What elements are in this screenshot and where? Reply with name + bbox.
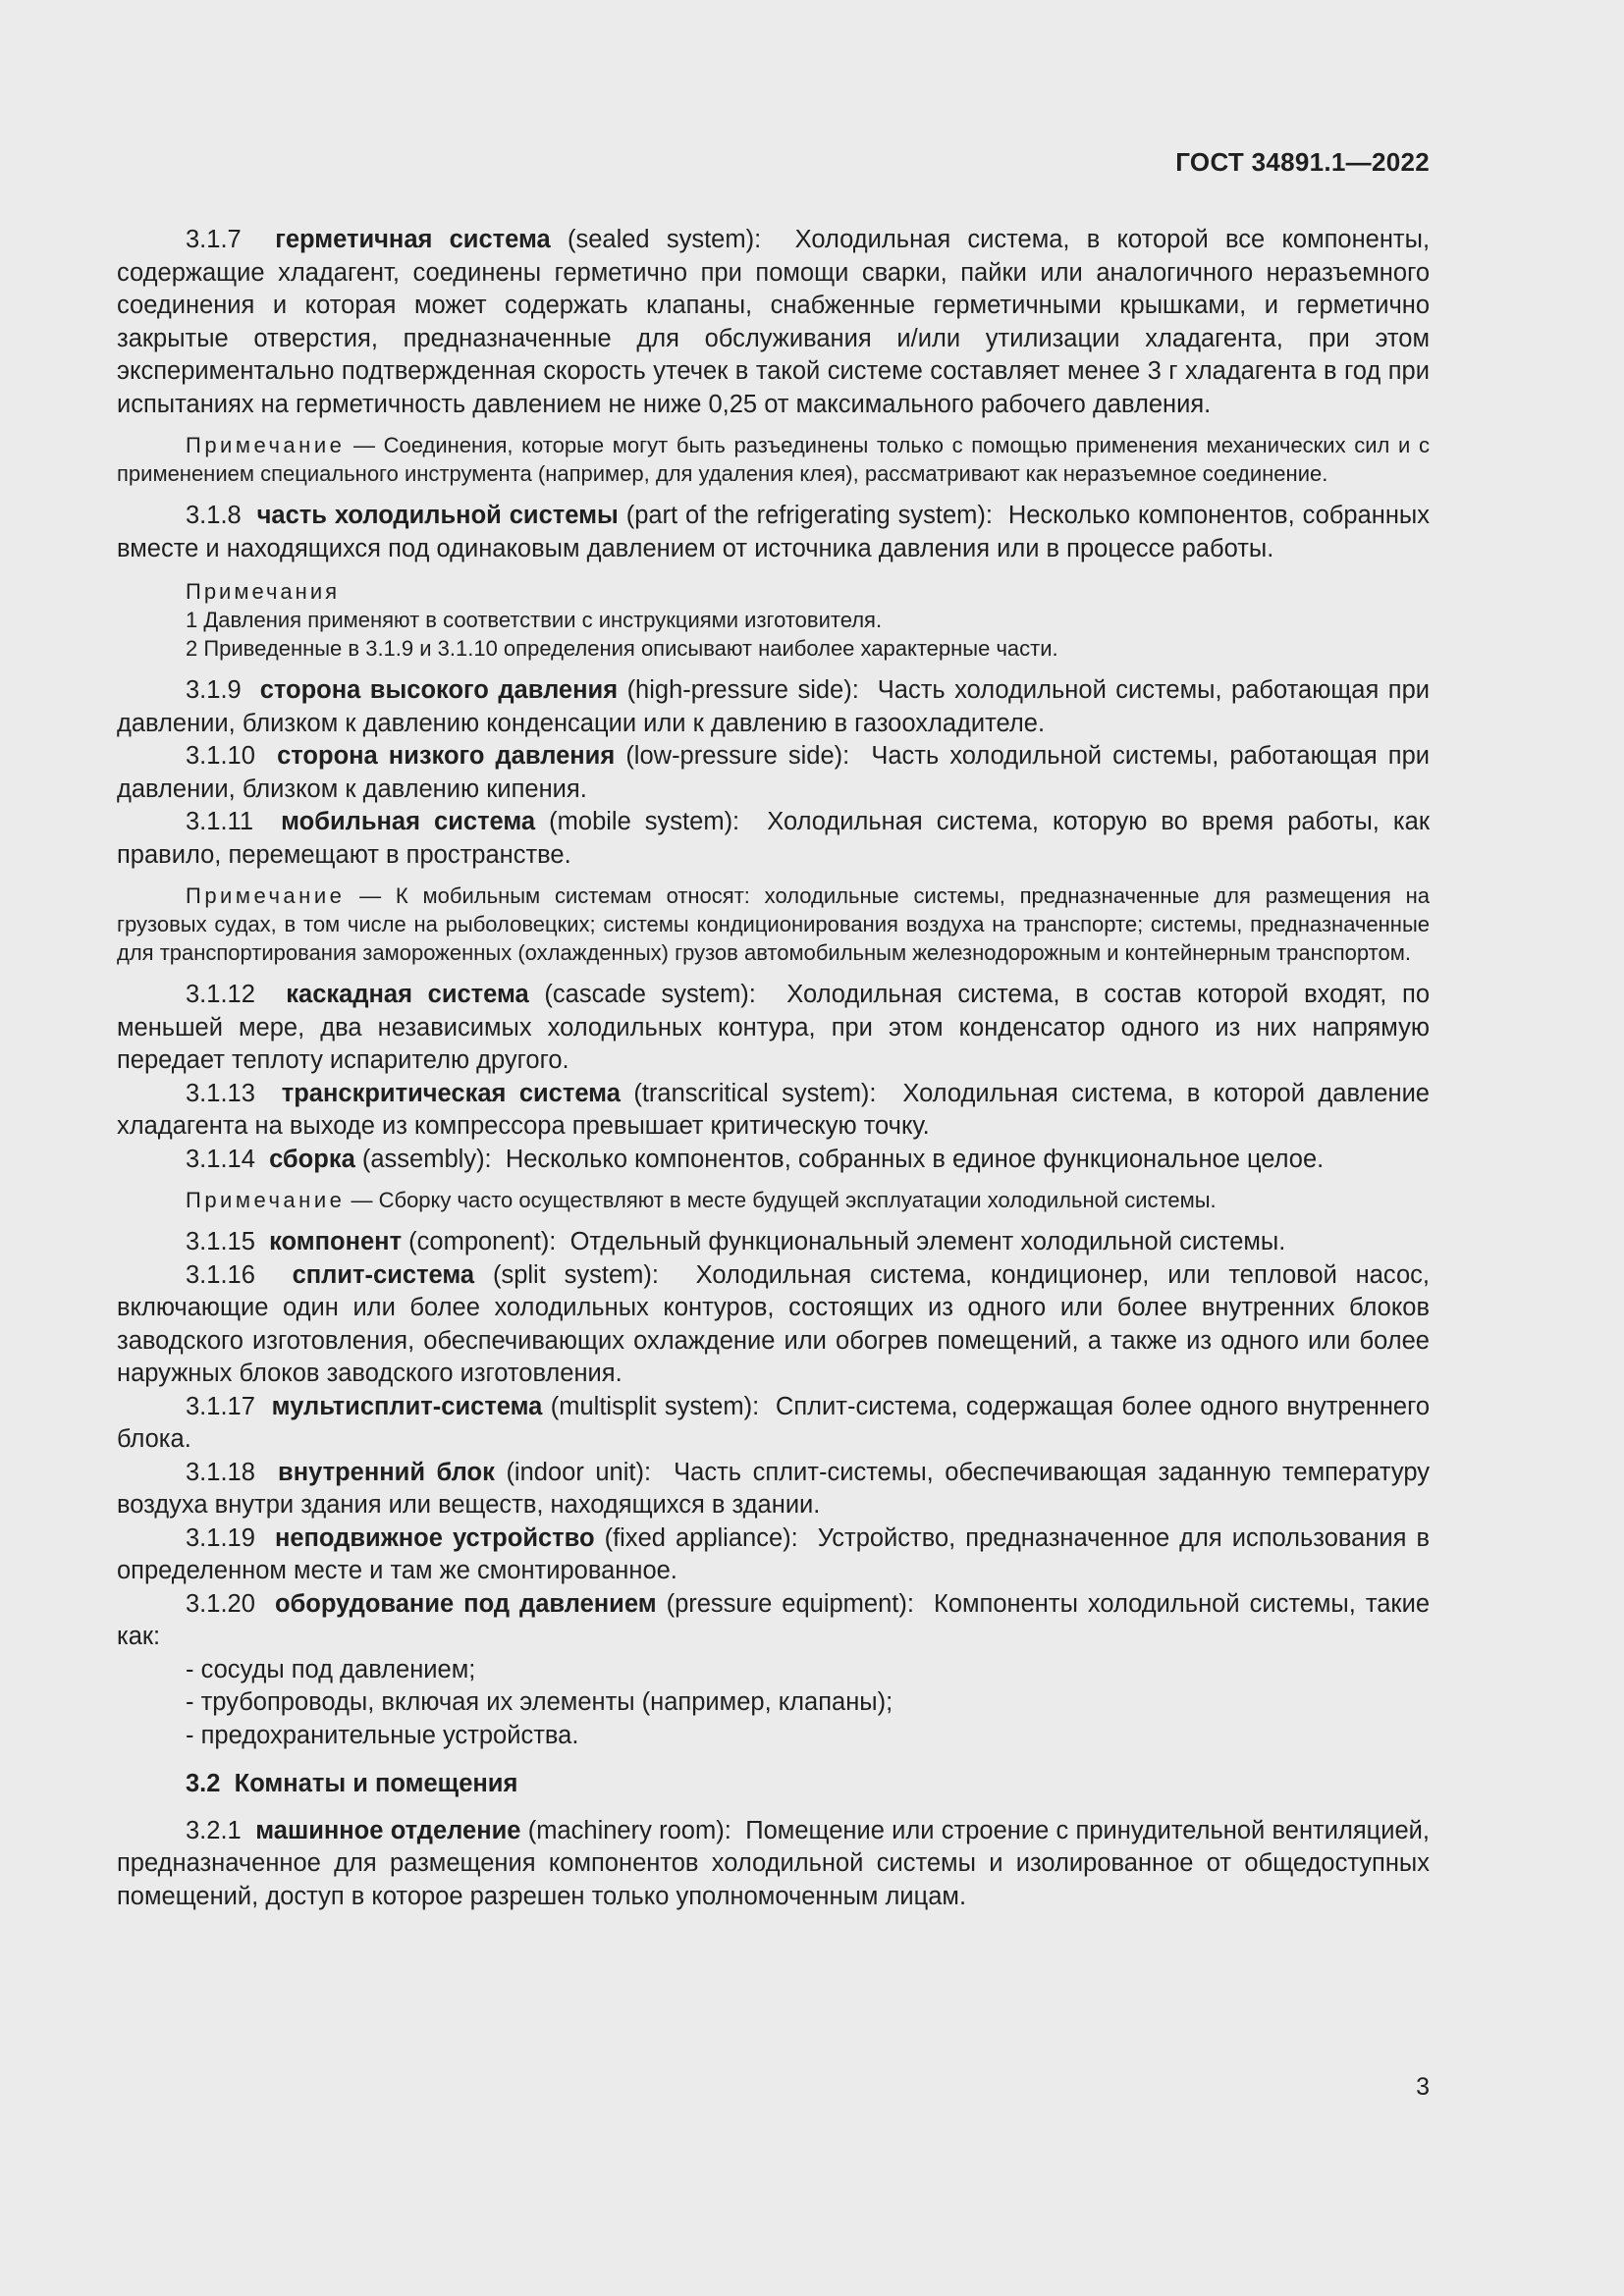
term-english: (low-pressure side):: [625, 742, 850, 770]
term-title: транскритическая система: [281, 1079, 621, 1107]
term-title: оборудование под давлением: [274, 1589, 657, 1618]
term-definition: Отдельный функциональный элемент холодильной системы.: [569, 1228, 1286, 1255]
note-item-1: 1 Давления применяют в соответствии с инструкциями изготовителя.: [186, 608, 883, 632]
term-3-1-14: [117, 1144, 1430, 1177]
term-title: мультисплит-система: [271, 1392, 543, 1420]
term-definition: Компоненты холодильной системы, такие как:: [117, 1589, 1431, 1650]
term-title: сторона низкого давления: [277, 742, 616, 770]
term-3-1-8: [117, 500, 1430, 565]
term-number: 3.1.15: [186, 1228, 255, 1255]
term-3-1-10: [117, 740, 1430, 806]
term-english: (cascade system):: [544, 981, 756, 1008]
term-title: машинное отделение: [255, 1816, 521, 1844]
note-label: Примечание: [186, 433, 346, 457]
term-title: сторона высокого давления: [259, 676, 619, 704]
note-text: — Сборку часто осуществляют в месте будущей эксплуатации холодильной системы.: [351, 1188, 1217, 1212]
term-title: сборка: [269, 1145, 355, 1173]
term-number: 3.1.7: [186, 226, 242, 253]
term-number: 3.1.17: [186, 1392, 255, 1420]
page-content: [117, 224, 1430, 1913]
term-english: (split system):: [492, 1260, 659, 1289]
term-3-1-15: [117, 1226, 1430, 1259]
term-definition: Холодильная система, в состав которой входят, по меньшей мере, два независимых холодильных контура, при этом конденсатор одного из них напрямую передает теплоту испарителю другого.: [117, 981, 1431, 1074]
note-item-2: 2 Приведенные в 3.1.9 и 3.1.10 определения описывают наиболее характерные части.: [186, 636, 1058, 661]
term-number: 3.1.12: [186, 981, 255, 1008]
term-english: (fixed appliance):: [604, 1523, 798, 1552]
term-title: внутренний блок: [278, 1458, 495, 1486]
term-definition: Устройство, предназначенное для использования в определенном месте и там же смонтированное.: [117, 1523, 1431, 1584]
note-3-1-7: [117, 431, 1430, 488]
term-number: 3.2.1: [186, 1816, 242, 1844]
term-3-1-12: [117, 979, 1430, 1078]
term-definition: Помещение или строение с принудительной вентиляцией, предназначенное для размещения компонентов холодильной системы и изолированное от общедоступных помещений, доступ в которое разрешен только уполномоченным лицам.: [117, 1816, 1431, 1910]
term-3-1-17: [117, 1391, 1430, 1457]
term-title: сплит-система: [292, 1260, 475, 1289]
term-number: 3.1.9: [186, 676, 242, 704]
term-english: (component):: [408, 1228, 557, 1255]
term-number: 3.1.20: [186, 1589, 255, 1618]
term-3-1-20: [117, 1588, 1430, 1654]
note-text: — К мобильным системам относят: холодильные системы, предназначенные для размещения на грузовых судах, в том числе на рыболовецких; системы кондиционирования воздуха на транспорте; системы, предназначенные для транспортирования замороженных (охлажденных) грузов автомобильным железнодорожным и контейнерным транспортом.: [117, 883, 1430, 965]
term-definition: Холодильная система, кондиционер, или тепловой насос, включающие один или более холодильных контуров, состоящих из одного или более внутренних блоков заводского изготовления, обеспечивающих охлаждение или обогрев помещений, а также из одного или более наружных блоков заводского изготовления.: [117, 1260, 1430, 1387]
term-english: (indoor unit):: [506, 1458, 652, 1486]
term-number: 3.1.10: [186, 742, 255, 770]
term-title: неподвижное устройство: [274, 1523, 595, 1552]
note-text: — Соединения, которые могут быть разъединены только с помощью применения механических сил и с применением специального инструмента (например, для удаления клея), рассматривают как неразъемное соединение.: [117, 433, 1430, 486]
term-english: (pressure equipment):: [666, 1589, 914, 1618]
term-number: 3.1.18: [186, 1458, 255, 1486]
term-definition: Сплит-система, содержащая более одного внутреннего блока.: [117, 1392, 1431, 1453]
term-english: (transcritical system):: [633, 1079, 877, 1107]
note-label: Примечание: [186, 883, 346, 908]
section-title: Комнаты и помещения: [234, 1770, 518, 1797]
list-item: - сосуды под давлением;: [186, 1655, 476, 1683]
term-3-1-7: [117, 224, 1430, 421]
page-number: 3: [1416, 2073, 1430, 2101]
term-definition: Часть холодильной системы, работающая при давлении, близком к давлению кипения.: [117, 742, 1431, 803]
term-number: 3.1.13: [186, 1079, 255, 1107]
section-number: 3.2: [186, 1770, 221, 1797]
notes-heading: Примечания: [186, 579, 341, 604]
term-title: герметичная система: [275, 226, 551, 253]
term-definition: Несколько компонентов, собранных вместе и находящихся под одинаковым давлением от источника давления или в процессе работы.: [117, 502, 1431, 562]
section-heading-3-2: [186, 1768, 1430, 1801]
term-english: (machinery room):: [527, 1816, 731, 1844]
term-3-1-9: [117, 674, 1430, 740]
term-definition: Часть холодильной системы, работающая при давлении, близком к давлению конденсации или к давлению в газоохладителе.: [117, 676, 1431, 737]
term-definition: Холодильная система, которую во время работы, как правило, перемещают в пространстве.: [117, 808, 1430, 869]
term-3-1-16: [117, 1259, 1430, 1391]
term-3-1-11: [117, 806, 1430, 872]
term-number: 3.1.19: [186, 1523, 255, 1552]
term-english: (mobile system):: [549, 808, 740, 835]
term-definition: Холодильная система, в которой все компоненты, содержащие хладагент, соединены герметично при помощи сварки, пайки или аналогичного неразъемного соединения и которая может содержать клапаны, снабженные герметичными крышками, и герметично закрытые отверстия, предназначенные для обслуживания и/или утилизации хладагента, при этом экспериментально подтвержденная скорость утечек в такой системе составляет менее 3 г хладагента в год при испытаниях на герметичность давлением не ниже 0,25 от максимального рабочего давления.: [117, 226, 1431, 418]
term-title: каскадная система: [286, 981, 529, 1008]
term-definition: Холодильная система, в которой давление хладагента на выходе из компрессора превышает критическую точку.: [117, 1079, 1430, 1140]
term-title: компонент: [269, 1228, 403, 1255]
note-3-1-14: [117, 1186, 1430, 1214]
term-english: (high-pressure side):: [626, 676, 859, 704]
term-number: 3.1.16: [186, 1260, 255, 1289]
list-item: - предохранительные устройства.: [186, 1721, 579, 1749]
term-english: (part of the refrigerating system):: [625, 502, 993, 529]
term-definition: Несколько компонентов, собранных в единое функциональное целое.: [505, 1145, 1325, 1173]
term-3-1-19: [117, 1522, 1430, 1588]
term-definition: Часть сплит-системы, обеспечивающая заданную температуру воздуха внутри здания или веществ, находящихся в здании.: [117, 1458, 1430, 1519]
term-3-1-18: [117, 1457, 1430, 1522]
term-3-1-13: [117, 1078, 1430, 1144]
list-item: - трубопроводы, включая их элементы (например, клапаны);: [186, 1688, 893, 1716]
term-number: 3.1.14: [186, 1145, 255, 1173]
term-english: (assembly):: [361, 1145, 492, 1173]
note-3-1-11: [117, 881, 1430, 967]
term-title: мобильная система: [281, 808, 536, 835]
term-english: (sealed system):: [567, 226, 762, 253]
term-number: 3.1.11: [186, 808, 254, 835]
document-code: ГОСТ 34891.1—2022: [1175, 147, 1430, 177]
term-3-2-1: [117, 1815, 1430, 1914]
note-label: Примечание: [186, 1188, 346, 1212]
term-number: 3.1.8: [186, 502, 242, 529]
term-english: (multisplit system):: [550, 1392, 760, 1420]
term-title: часть холодильной системы: [256, 502, 619, 529]
